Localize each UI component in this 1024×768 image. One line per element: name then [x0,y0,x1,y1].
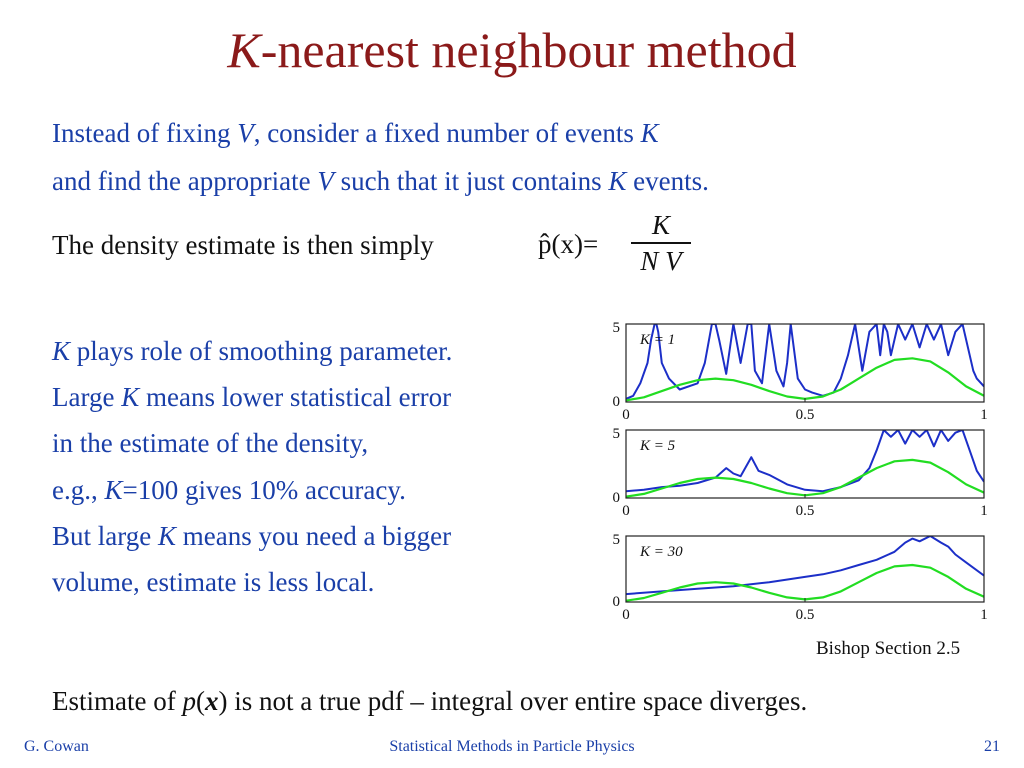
footer-page-number: 21 [984,738,1000,755]
smooth-5k: K [157,521,176,551]
title-rest: -nearest neighbour method [260,22,797,78]
panel-1-series-true-density-line [626,358,984,400]
intro-line-2 [52,164,709,198]
formula-denominator: N V [640,246,682,276]
formula-fraction [631,210,691,276]
fraction-bar [631,242,691,244]
smooth-5a: But large [52,521,158,551]
bottom-paren-close: ) [218,686,228,716]
panel-3-y-tick-label: 5 [612,532,620,548]
smooth-2a: Large [52,382,122,412]
knn-figure [596,310,996,672]
panel-3-x-tick-label: 1 [980,607,988,623]
slide-title [0,20,1024,80]
panel-3-x-tick-label: 0 [622,607,630,623]
intro-2b: such that it just contains [333,166,609,196]
panel-1-y-tick-label: 0 [612,394,620,410]
smoothing-line-5 [52,519,451,553]
smooth-5b: means you need a bigger [176,521,452,551]
intro-1a: Instead of fixing [52,118,238,148]
intro-line-1 [52,116,659,150]
knn-charts-svg [596,310,996,640]
smooth-2b: means lower statistical error [139,382,452,412]
smooth-4k: K [104,475,123,505]
panel-1-x-tick-label: 0.5 [795,407,815,423]
density-formula [538,210,698,276]
intro-2k: K [608,166,627,196]
panel-2-y-tick-label: 5 [612,426,620,442]
smooth-2k: K [121,382,140,412]
intro-1b: , consider a fixed number of events [253,118,641,148]
panel-3-series-true-density-line [626,565,984,601]
smoothing-line-1 [52,334,452,368]
bottom-note [52,684,807,718]
panel-3-y-tick-label: 0 [612,594,620,610]
bottom-paren-open: ( [195,686,205,716]
intro-2c: events. [626,166,709,196]
bottom-p: p [182,686,196,716]
panel-1-y-tick-label: 5 [612,320,620,336]
formula-lhs: p̂(x)= [538,229,599,259]
panel-1-x-tick-label: 1 [980,407,988,423]
panel-1-k-label: K = 1 [640,332,676,348]
figure-caption: Bishop Section 2.5 [816,638,961,659]
panel-1-x-tick-label: 0 [622,407,630,423]
intro-1v: V [237,118,254,148]
smooth-4b: =100 gives 10% accuracy. [122,475,406,505]
intro-2a: and find the appropriate [52,166,318,196]
smooth-4a: e.g., [52,475,105,505]
title-k: K [227,22,261,78]
panel-3-k-label: K = 30 [640,544,683,560]
footer-course: Statistical Methods in Particle Physics [389,738,635,755]
panel-2-k-label: K = 5 [640,438,676,454]
smoothing-line-6: volume, estimate is less local. [52,567,375,597]
formula-numerator: K [651,210,670,240]
bottom-a: Estimate of [52,686,183,716]
panel-2-x-tick-label: 0.5 [795,503,815,519]
smooth-1rest: plays role of smoothing parameter. [70,336,453,366]
intro-1k: K [640,118,659,148]
panel-2-y-tick-label: 0 [612,490,620,506]
smoothing-line-2 [52,380,451,414]
footer-author: G. Cowan [24,738,89,755]
intro-2v: V [317,166,334,196]
panel-3-x-tick-label: 0.5 [795,607,815,623]
smoothing-line-3: in the estimate of the density, [52,428,369,458]
smoothing-line-4 [52,473,406,507]
bottom-x: x [204,686,219,716]
bottom-b: is not a true pdf – integral over entire space diverges. [227,686,808,716]
density-text: The density estimate is then simply [52,230,434,260]
smooth-1k: K [52,336,71,366]
panel-2-x-tick-label: 1 [980,503,988,519]
panel-2-series-true-density-line [626,460,984,497]
panel-2-x-tick-label: 0 [622,503,630,519]
